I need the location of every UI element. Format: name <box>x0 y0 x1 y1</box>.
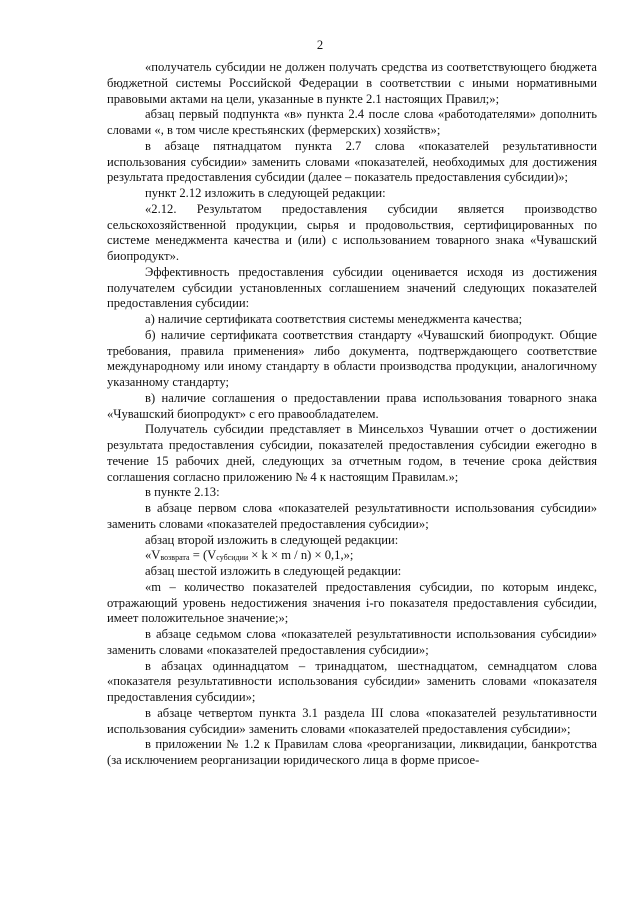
formula-rest: × k × m / n) × 0,1,»; <box>248 548 354 563</box>
paragraph: «m – количество показателей предоставления субсидии, по которым индекс, отражающий уровень недостижения значения i-го показателя предоставления субсидии, имеет положительное значение;»; <box>107 579 597 626</box>
paragraph: Получатель субсидии представляет в Минсельхоз Чувашии отчет о достижении результата предоставления субсидии, показателей предоставления субсидии ежегодно в течение 15 рабочих дней, следующих за отчетным годом, в течение срока действия соглашения согласно приложению № 4 к настоящим Правилам.»; <box>107 422 597 484</box>
paragraph: б) наличие сертификата соответствия стандарту «Чувашский биопродукт. Общие требования, правила применения» либо документа, подтверждающего соответствие международному или иному стандарту в области производства продукции, аналогичному указанному стандарту; <box>107 327 597 389</box>
paragraph: в пункте 2.13: <box>145 485 220 500</box>
paragraph: Эффективность предоставления субсидии оценивается исходя из достижения получателем субсидии установленных соглашением значений следующих показателей предоставления субсидии: <box>107 264 597 311</box>
paragraph: в абзаце четвертом пункта 3.1 раздела III слова «показателей результативности использования субсидии» заменить словами «показателей предоставления субсидии»; <box>107 705 597 736</box>
paragraph: «получатель субсидии не должен получать средства из соответствующего бюджета бюджетной системы Российской Федерации в соответствии с иными нормативными правовыми актами на цели, указанные в пункте 2.1 настоящих Правил;»; <box>107 60 597 106</box>
formula-subscript-subsidy: субсидии <box>216 553 249 563</box>
paragraph: в приложении № 1.2 к Правилам слова «реорганизации, ликвидации, банкротства (за исключением реорганизации юридического лица в форме присое- <box>107 737 597 767</box>
paragraph: абзац второй изложить в следующей редакции: <box>145 532 399 547</box>
paragraph: абзац шестой изложить в следующей редакции: <box>145 564 402 578</box>
paragraph: в абзаце пятнадцатом пункта 2.7 слова «показателей результативности использования субсидии» заменить словами «показателей, необходимых для достижения результата предоставления субсидии (далее – показатель предоставления субсидии)»; <box>107 138 597 185</box>
paragraph: в) наличие соглашения о предоставлении права использования товарного знака «Чувашский биопродукт» с его правообладателем. <box>107 390 597 421</box>
page-number: 2 <box>316 38 324 52</box>
paragraph: пункт 2.12 изложить в следующей редакции: <box>145 186 386 200</box>
document-body <box>107 60 597 769</box>
formula-open: «V <box>145 548 161 563</box>
formula-subscript-return: возврата <box>160 553 190 563</box>
paragraph: абзац первый подпункта «в» пункта 2.4 после слова «работодателями» дополнить словами «, в том числе крестьянских (фермерских) хозяйств»; <box>107 107 597 137</box>
paragraph: в абзаце первом слова «показателей результативности использования субсидии» заменить словами «показателей предоставления субсидии»; <box>107 501 597 531</box>
paragraph: в абзацах одиннадцатом – тринадцатом, шестнадцатом, семнадцатом слова «показателя результативности использования субсидии» заменить словами «показателя предоставления субсидии»; <box>107 658 597 704</box>
paragraph: в абзаце седьмом слова «показателей результативности использования субсидии» заменить словами «показателей предоставления субсидии»; <box>107 627 597 657</box>
paragraph: «2.12. Результатом предоставления субсидии является производство сельскохозяйственной продукции, сырья и продовольствия, сертифицированных по системе менеджмента качества и (или) с использованием товарного знака «Чувашский биопродукт». <box>107 201 597 263</box>
formula-line <box>107 548 597 564</box>
formula-middle: = (V <box>189 548 217 563</box>
paragraph: а) наличие сертификата соответствия системы менеджмента качества; <box>145 312 523 326</box>
